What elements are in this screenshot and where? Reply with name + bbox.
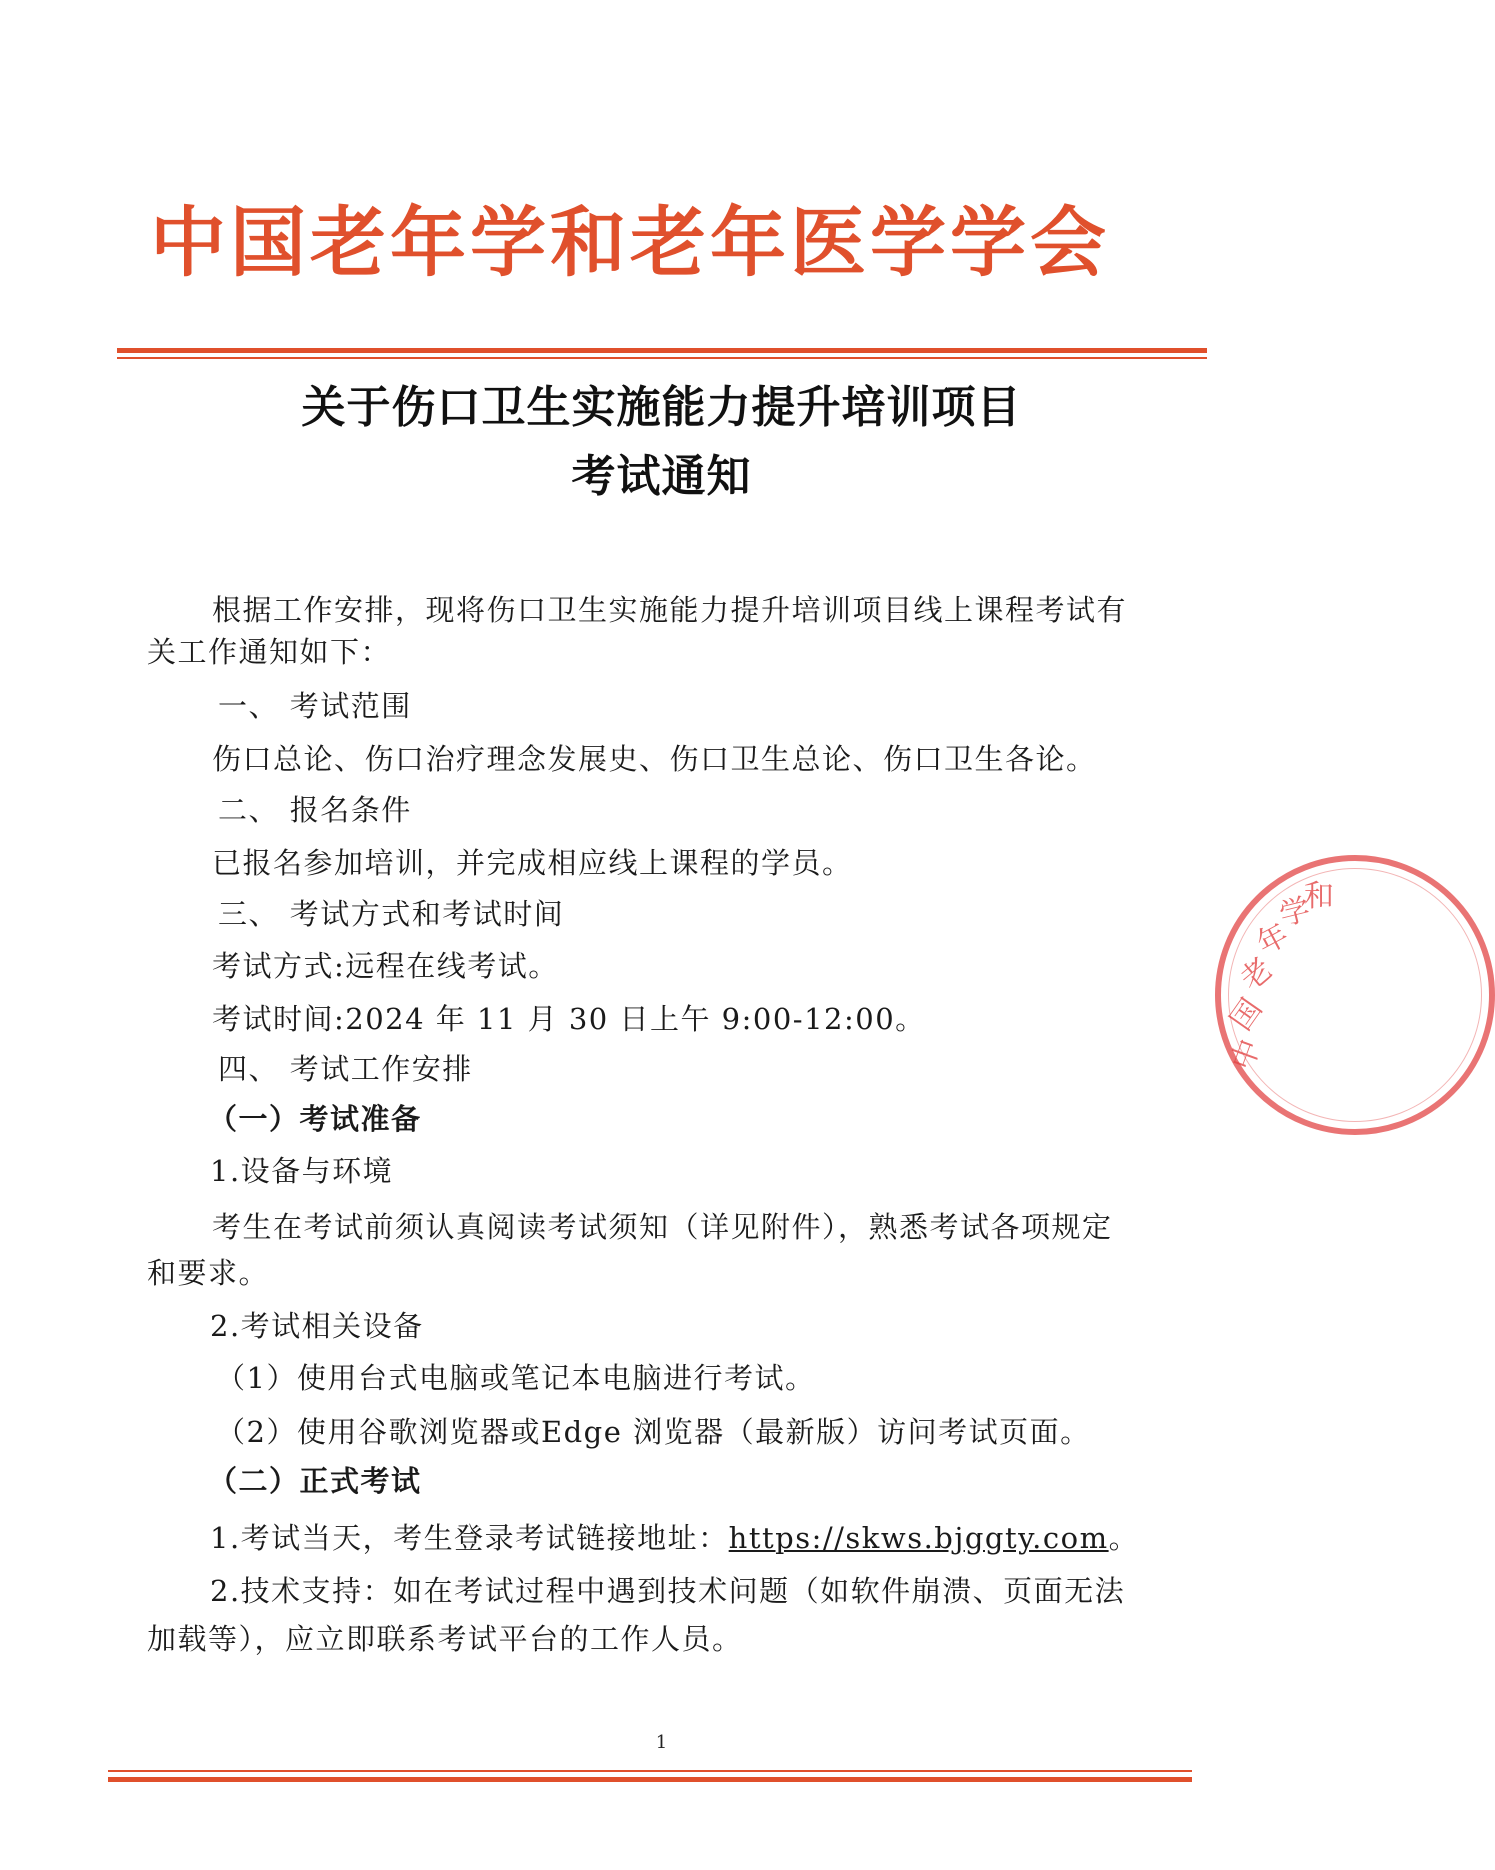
item-text-exam-day	[210, 1521, 1140, 1555]
section-heading-arrangements: 四、 考试工作安排	[218, 1052, 473, 1086]
seal-text-char-3: 老	[1233, 951, 1280, 998]
header-rule-thick	[117, 348, 1207, 353]
seal-text-char-6: 和	[1304, 879, 1334, 914]
exam-link[interactable]: https://skws.bjggty.com	[728, 1521, 1109, 1555]
section-heading-eligibility: 二、 报名条件	[218, 793, 412, 827]
official-seal-inner-ring	[1223, 868, 1482, 1122]
section-heading-scope: 一、 考试范围	[218, 689, 412, 723]
footer-rule-thin	[108, 1770, 1192, 1772]
organization-header: 中国老年学和老年医学学会	[150, 198, 1110, 287]
item-text-support-line2: 加载等），应立即联系考试平台的工作人员。	[147, 1622, 743, 1656]
item-text-devices-a: （1）使用台式电脑或笔记本电脑进行考试。	[216, 1361, 816, 1395]
seal-text-char-4: 年	[1251, 917, 1295, 963]
document-title-line1: 关于伤口卫生实施能力提升培训项目	[301, 382, 1022, 433]
page-number: 1	[655, 1732, 668, 1753]
item-title-devices: 2.考试相关设备	[210, 1309, 424, 1343]
seal-text-char-1: 中	[1224, 1034, 1269, 1075]
item-text-equipment-line2: 和要求。	[147, 1256, 270, 1290]
item-title-equipment: 1.设备与环境	[210, 1154, 394, 1188]
document-title-line2: 考试通知	[571, 451, 752, 502]
item-text-support-line1: 2.技术支持：如在考试过程中遇到技术问题（如软件崩溃、页面无法	[210, 1574, 1126, 1608]
seal-text-char-5: 学	[1276, 891, 1314, 934]
exam-day-suffix: 。	[1108, 1521, 1140, 1555]
item-text-devices-b: （2）使用谷歌浏览器或Edge 浏览器（最新版）访问考试页面。	[216, 1415, 1091, 1449]
section-text-scope: 伤口总论、伤口治疗理念发展史、伤口卫生总论、伤口卫生各论。	[212, 742, 1097, 776]
section-text-time: 考试时间:2024 年 11 月 30 日上午 9:00-12:00。	[212, 1002, 926, 1036]
intro-paragraph-line2: 关工作通知如下：	[147, 635, 392, 669]
exam-day-prefix: 1.考试当天，考生登录考试链接地址：	[210, 1521, 729, 1555]
section-text-method: 考试方式:远程在线考试。	[212, 949, 559, 983]
subsection-heading-preparation: （一）考试准备	[208, 1102, 422, 1136]
seal-text-char-2: 国	[1223, 992, 1270, 1038]
header-rule-thin	[117, 357, 1207, 359]
section-heading-method-time: 三、 考试方式和考试时间	[218, 897, 565, 931]
item-text-equipment-line1: 考生在考试前须认真阅读考试须知（详见附件），熟悉考试各项规定	[212, 1210, 1113, 1244]
intro-paragraph-line1: 根据工作安排，现将伤口卫生实施能力提升培训项目线上课程考试有	[212, 593, 1128, 627]
section-text-eligibility: 已报名参加培训，并完成相应线上课程的学员。	[212, 846, 853, 880]
footer-rule-thick	[108, 1777, 1192, 1782]
subsection-heading-formal-exam: （二）正式考试	[208, 1464, 422, 1498]
